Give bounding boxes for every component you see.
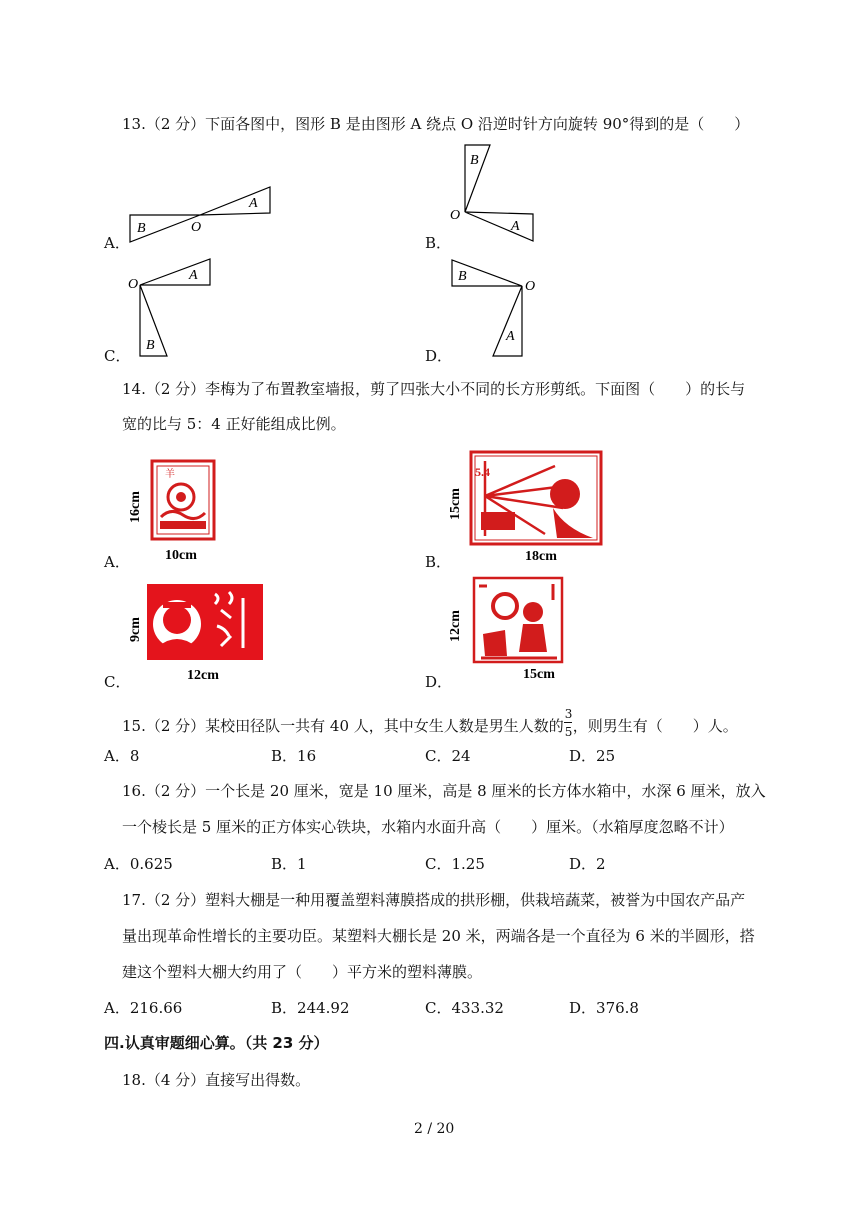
q14d-width: 15cm: [523, 667, 555, 682]
q15-frac-den: 5: [564, 725, 573, 739]
q13-figure-a: [125, 180, 280, 245]
section-4-heading: 四.认真审题细心算。（共 23 分）: [104, 1034, 329, 1052]
q17-line3: 建这个塑料大棚大约用了（ ）平方米的塑料薄膜。: [122, 963, 483, 981]
page-number: 2 / 20: [414, 1121, 455, 1137]
q13d-label-a: A: [506, 329, 515, 344]
q13-text: 13.（2 分）下面各图中，图形 B 是由图形 A 绕点 O 沿逆时针方向旋转 90°得到的是（ ）: [122, 115, 750, 133]
q13-option-c-letter[interactable]: C．: [104, 347, 131, 365]
q13-figure-c: [125, 252, 225, 362]
q14-paper-cut-c: [125, 580, 270, 680]
q13a-label-b: B: [137, 221, 146, 236]
q13b-label-a: A: [511, 219, 520, 234]
q15-text-after: ，则男生有（ ）人。: [572, 717, 738, 735]
q13b-label-b: B: [470, 153, 479, 168]
q13a-label-o: O: [191, 220, 202, 235]
q13d-label-o: O: [525, 279, 536, 294]
q15-option-b[interactable]: B．16: [271, 747, 317, 765]
q14-paper-cut-a: [125, 455, 225, 565]
q14-paper-cut-d: [445, 572, 585, 682]
q13-figure-d: [445, 252, 545, 362]
q16-option-d[interactable]: D．2: [569, 855, 606, 873]
q13d-label-b: B: [458, 269, 467, 284]
q14a-image-text: 羊: [165, 469, 175, 480]
q17-option-c[interactable]: C．433.32: [425, 999, 504, 1017]
q13c-label-a: A: [189, 268, 198, 283]
q15-option-a[interactable]: A．8: [104, 747, 140, 765]
q13-figure-b: [445, 140, 545, 245]
q16-line1: 16.（2 分）一个长是 20 厘米，宽是 10 厘米，高是 8 厘米的长方体水箱中，水深 6 厘米，放入: [122, 782, 766, 800]
q14-option-d-letter[interactable]: D．: [425, 673, 453, 691]
q17-option-a[interactable]: A．216.66: [104, 999, 183, 1017]
q14c-height: 9cm: [128, 617, 143, 642]
q16-option-b[interactable]: B．1: [271, 855, 307, 873]
q15-option-d[interactable]: D．25: [569, 747, 616, 765]
q14-line2: 宽的比与 5：4 正好能组成比例。: [122, 415, 346, 433]
q15-text: [122, 707, 738, 739]
q14b-width: 18cm: [525, 549, 557, 564]
q14c-width: 12cm: [187, 668, 219, 680]
q14a-height: 16cm: [128, 491, 143, 523]
q13-option-a-letter[interactable]: A．: [104, 234, 130, 252]
q15-text-before: 15.（2 分）某校田径队一共有 40 人，其中女生人数是男生人数的: [122, 717, 564, 735]
q17-line2: 量出现革命性增长的主要功臣。某塑料大棚长是 20 米，两端各是一个直径为 6 米的半圆形，搭: [122, 927, 755, 945]
q14-option-c-letter[interactable]: C．: [104, 673, 131, 691]
q13a-label-a: A: [249, 196, 258, 211]
q14-line1: 14.（2 分）李梅为了布置教室墙报，剪了四张大小不同的长方形剪纸。下面图（ ）的长与: [122, 380, 746, 398]
q18-text: 18.（4 分）直接写出得数。: [122, 1071, 311, 1089]
q16-line2: 一个棱长是 5 厘米的正方体实心铁块，水箱内水面升高（ ）厘米。（水箱厚度忽略不计）: [122, 818, 734, 836]
q15-frac-bar: [564, 722, 572, 723]
q15-option-c[interactable]: C．24: [425, 747, 471, 765]
q17-line1: 17.（2 分）塑料大棚是一种用覆盖塑料薄膜搭成的拱形棚，供栽培蔬菜，被誉为中国农产品产: [122, 891, 746, 909]
q14a-width: 10cm: [165, 548, 197, 563]
q14d-height: 12cm: [448, 610, 463, 642]
q16-option-c[interactable]: C．1.25: [425, 855, 485, 873]
q14-option-a-letter[interactable]: A．: [104, 553, 130, 571]
q14-option-b-letter[interactable]: B．: [425, 553, 452, 571]
q16-option-a[interactable]: A．0.625: [104, 855, 173, 873]
q13c-label-b: B: [146, 338, 155, 353]
q13c-label-o: O: [128, 277, 139, 292]
q13-option-d-letter[interactable]: D．: [425, 347, 453, 365]
q17-option-d[interactable]: D．376.8: [569, 999, 639, 1017]
q13b-label-o: O: [450, 208, 461, 223]
q14b-image-text: 5.4: [475, 465, 490, 479]
q15-frac-num: 3: [564, 707, 573, 721]
q14-paper-cut-b: [445, 446, 610, 566]
q14b-height: 15cm: [448, 488, 463, 520]
q17-option-b[interactable]: B．244.92: [271, 999, 350, 1017]
q13-option-b-letter[interactable]: B．: [425, 234, 452, 252]
